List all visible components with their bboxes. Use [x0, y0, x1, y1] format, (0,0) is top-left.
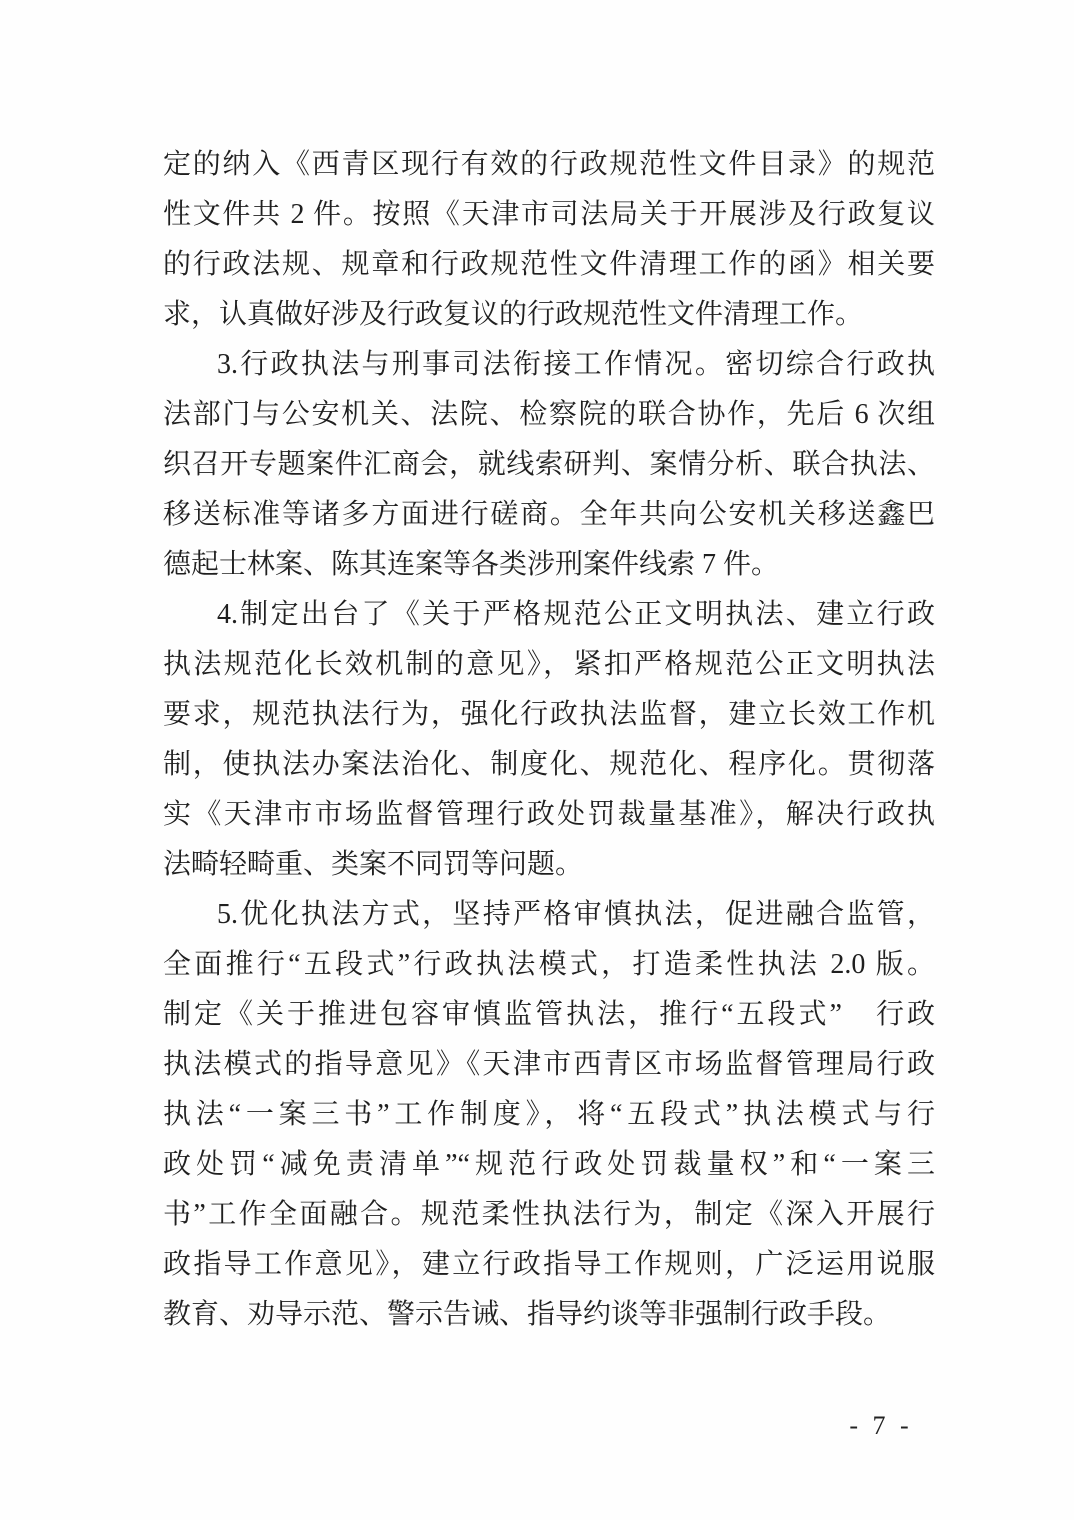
text-line: 定的纳入《西青区现行有效的行政规范性文件目录》的规范: [163, 149, 935, 180]
text-line: 书”工作全面融合。规范柔性执法行为，制定《深入开展行: [163, 1199, 935, 1230]
text-line: 织召开专题案件汇商会，就线索研判、案情分析、联合执法、: [163, 449, 935, 480]
text-line: 德起士林案、陈其连案等各类涉刑案件线索 7 件。: [163, 549, 780, 580]
text-line: 制定《关于推进包容审慎监管执法，推行“五段式” 行政: [163, 999, 935, 1030]
text-line: 5.优化执法方式，坚持严格审慎执法，促进融合监管，: [217, 899, 935, 930]
page-number: - 7 -: [849, 1411, 913, 1440]
text-line: 移送标准等诸多方面进行磋商。全年共向公安机关移送鑫巴: [163, 499, 935, 530]
text-line: 的行政法规、规章和行政规范性文件清理工作的函》相关要: [163, 249, 935, 280]
text-line: 执法规范化长效机制的意见》，紧扣严格规范公正文明执法: [163, 649, 935, 680]
text-line: 政处罚“减免责清单”“规范行政处罚裁量权”和“一案三: [163, 1149, 935, 1180]
text-line: 法部门与公安机关、法院、检察院的联合协作，先后 6 次组: [163, 399, 935, 430]
text-line: 政指导工作意见》，建立行政指导工作规则，广泛运用说服: [163, 1249, 935, 1280]
text-line: 3.行政执法与刑事司法衔接工作情况。密切综合行政执: [217, 349, 935, 380]
text-line: 全面推行“五段式”行政执法模式，打造柔性执法 2.0 版。: [163, 949, 935, 980]
text-line: 法畸轻畸重、类案不同罚等问题。: [163, 849, 584, 880]
text-line: 4.制定出台了《关于严格规范公正文明执法、建立行政: [217, 599, 935, 630]
text-line: 求，认真做好涉及行政复议的行政规范性文件清理工作。: [163, 299, 864, 330]
text-line: 执法“一案三书”工作制度》，将“五段式”执法模式与行: [163, 1099, 935, 1130]
text-line: 要求，规范执法行为，强化行政执法监督，建立长效工作机: [163, 699, 935, 730]
text-line: 制，使执法办案法治化、制度化、规范化、程序化。贯彻落: [163, 749, 935, 780]
text-line: 执法模式的指导意见》《天津市西青区市场监督管理局行政: [163, 1049, 935, 1080]
text-line: 实《天津市市场监督管理行政处罚裁量基准》，解决行政执: [163, 799, 935, 830]
text-line: 性文件共 2 件。按照《天津市司法局关于开展涉及行政复议: [163, 199, 935, 230]
text-line: 教育、劝导示范、警示告诫、指导约谈等非强制行政手段。: [163, 1299, 892, 1330]
document-body: [163, 140, 935, 1340]
